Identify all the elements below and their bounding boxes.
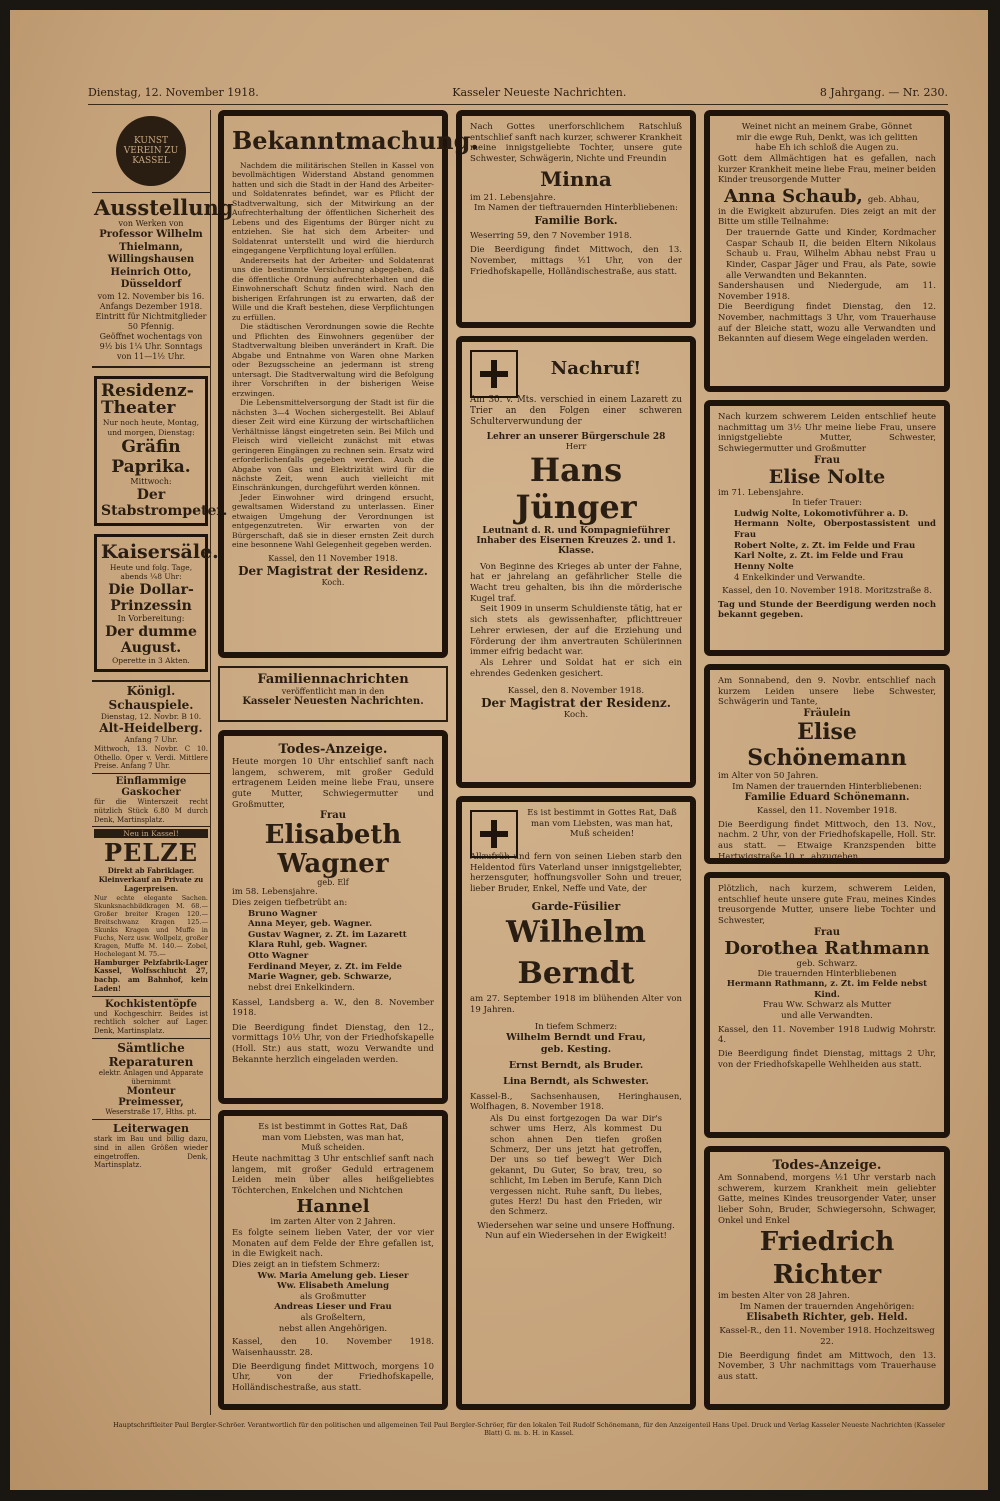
hannel-list-item: Ww. Elisabeth Amelung [276,1281,390,1292]
pelze-body: Nur echte elegante Sachen. Skunksnachbildkragen M. 68.— Großer breiter Kragen 120.— Breitschwanz Kragen 125.— Skunks Kragen und Muffe in Fuchs, Nerz usw. Wollpelz, großer Kragen, Muffe M. 140.— Zobel, Hochelegant M. 75.— [94,893,208,959]
page-header [88,86,948,105]
leiter-body: stark im Bau und billig dazu, sind in allen Größen wieder eingetroffen. Denk, Martinsplatz. [94,1135,208,1170]
minna-funeral: Die Beerdigung findet Mittwoch, den 13. November, mittags ½1 Uhr, von der Friedhofskapelle, Holländischestraße, aus statt. [470,245,682,277]
juenger-award: Inhaber des Eisernen Kreuzes 2. und 1. Klasse. [476,535,676,556]
rathmann-list-item: und alle Verwandten. [781,1011,873,1021]
residenz-wed: Mittwoch: [130,476,172,486]
residenz-play: Gräfin Paprika. [111,436,191,477]
berndt-name: Wilhelm Berndt [506,915,646,991]
residenz-ad [94,376,228,526]
pelze-ad [92,827,210,996]
schaub-notice [704,110,950,392]
schaub-geb: geb. Abhau, [867,194,920,205]
iron-cross-icon [470,810,518,858]
berndt-place: Kassel-B., Sachsenhausen, Heringhausen, Wolfhagen, 8. November 1918. [470,1091,682,1113]
pelze-addr: Hamburger Pelzfabrik-Lager Kassel, Wolfsschlucht 27, bachp. am Bahnhof, kein Laden! [94,957,208,993]
kaisersaele-next: Der dumme August. [105,623,197,656]
wagner-body: Heute morgen 10 Uhr entschlief sanft nach langem, schwerem, mit großer Geduld ertragenem Leiden meine liebe Frau, unsere gute Mutter, Schwiegermutter und Großmutter, [232,757,434,810]
pelze-pre: Neu in Kassel! [94,829,208,838]
hannel-list-item: als Großmutter [300,1291,366,1302]
schauspiele-play1: Alt-Heidelberg. [99,721,203,736]
rathmann-frau: Frau [814,926,840,938]
berndt-list-item: Ernst Berndt, als Bruder. [508,1060,644,1071]
schauspiele-ad [92,680,210,774]
wagner-list-item: Ferdinand Meyer, z. Zt. im Felde [248,961,402,972]
wagner-title: Todes-Anzeige. [278,742,388,757]
bekannt-p3: Die städtischen Verordnungen sowie die Rechte und Pflichten des Einwohners gegenüber der Stadtverwaltung bleiben unverändert in Kraft. Die Abgabe und Entnahme von Waren ohne Marken oder Bezugsscheine an jedermann ist streng untersagt. Die Stadtverwaltung wird die Befolgung ihrer Vorschriften in der bisherigen Weise erzwingen. [232,322,434,398]
residenz-wed-play: Der Stabstrompeter. [101,486,228,519]
richter-age: im besten Alter von 28 Jahren. [718,1291,850,1302]
wagner-place: Kassel, Landsberg a. W., den 8. November 1918. [232,997,434,1019]
hannel-funeral: Die Beerdigung findet Mittwoch, morgens 10 Uhr, von der Friedhofskapelle, Holländischestraße, aus statt. [232,1361,434,1393]
juenger-rank: Leutnant d. R. und Kompagnieführer [482,525,670,536]
nolte-place: Kassel, den 10. November 1918. Moritzstraße 8. [722,586,932,597]
juenger-p1: Von Beginne des Krieges ab unter der Fahne, hat er jahrelang an gefährlicher Stelle die Wacht treu gehalten, bis ihn die mörderische Kugel traf. [470,561,682,604]
schoene-place: Kassel, den 11. November 1918. [756,806,898,817]
richter-family: Elisabeth Richter, geb. Held. [746,1312,908,1324]
rathmann-list-item: Hermann Rathmann, z. Zt. im Felde nebst Kind. [726,979,928,1000]
wagner-geb: geb. Elf [317,878,349,888]
newspaper-page [10,10,988,1490]
berndt-list-item: Lina Berndt, als Schwester. [503,1075,649,1087]
nolte-body: Nach kurzem schwerem Leiden entschlief heute nachmittag um 3½ Uhr meine liebe Frau, unsere innigstgeliebte Mutter, Schwester, Schwiegermutter und Großmutter [718,412,936,454]
iron-cross-icon [470,350,518,398]
ausstellung-names: Professor Wilhelm Thielmann, Willingshausen Heinrich Otto, Düsseldorf [99,229,203,291]
ausstellung-price: Eintritt für Nichtmitglieder 50 Pfennig. [95,311,207,331]
schaub-body: Gott dem Allmächtigen hat es gefallen, nach kurzer Krankheit meine liebe Frau, meiner beiden Kinder treusorgende Mutter [718,153,936,186]
residenz-sub: Nur noch heute, Montag, und morgen, Dienstag: [102,418,200,437]
nolte-list-item: 4 Enkelkinder und Verwandte. [734,572,866,583]
kaisersaele-prep: In Vorbereitung: [117,613,185,623]
minna-body: Nach Gottes unerforschlichem Ratschluß entschlief sanft nach kurzer, schwerer Krankheit meine innigstgeliebte Tochter, unsere gute Schwester, Schwägerin, Nichte und Freundin [470,122,682,164]
minna-age: im 21. Lebensjahre. [470,192,556,203]
wagner-notice [218,730,448,1104]
nolte-name: Elise Nolte [768,465,886,488]
bekannt-date: Kassel, den 11 November 1918. [268,553,398,563]
ausstellung-ad [92,193,234,368]
nolte-list-item: Ludwig Nolte, Lokomotivführer a. D. [734,508,909,519]
kaisersaele-title: Kaisersäle. [101,540,219,563]
kunstverein-ad [92,110,210,193]
familien-title: Familiennachrichten [257,672,409,687]
rathmann-body: Plötzlich, nach kurzem, schwerem Leiden, entschlief heute unsere gute Frau, meines Kindes treusorgende Mutter, unsere liebe Tochter und Schwester, [718,884,936,926]
hannel-list-item: Andreas Lieser und Frau [274,1302,392,1313]
pelze-sub: Direkt ab Fabriklager. Kleinverkauf an Private zu Lagerpreisen. [98,866,204,893]
berndt-list-item: Wilhelm Berndt und Frau, [506,1032,646,1044]
hannel-body: Heute nachmittag 3 Uhr entschlief sanft nach langem, mit großer Geduld ertragenem Leiden mein über alles heißgeliebtes Töchterchen, Enkelchen und Nichtchen [232,1153,434,1196]
kunstverein-emblem-icon: KUNST VEREIN ZU KASSEL [116,116,186,186]
familien-paper: Kasseler Neuesten Nachrichten. [242,696,424,707]
berndt-list-item: geb. Kesting. [540,1044,612,1056]
rathmann-notice [704,872,950,1138]
schaub-body2: in die Ewigkeit abzurufen. Dies zeigt an mit der Bitte um stille Teilnahme: [718,206,936,228]
rathmann-name: Dorothea Rathmann [724,937,930,959]
rep-body: elektr. Anlagen und Apparate übernimmt [98,1068,204,1086]
kaisersaele-note: Operette in 3 Akten. [112,655,190,665]
wagner-list-item: Bruno Wagner [248,908,317,919]
schoenemann-notice [704,664,950,864]
richter-mourn: Im Namen der trauernden Angehörigen: [739,1301,915,1312]
berndt-notice [456,796,696,1410]
wagner-list-item: Anna Meyer, geb. Wagner. [248,919,373,930]
rep-title: Sämtliche Reparaturen [108,1040,194,1069]
juenger-herr: Herr [565,441,587,452]
schoene-name: Elise Schönemann [747,718,907,771]
wagner-mourn: Dies zeigen tiefbetrübt an: [232,897,348,908]
kochkisten-title: Kochkistentöpfe [104,998,198,1010]
minna-notice [456,110,696,328]
bekannt-p1: Nachdem die militärischen Stellen in Kassel von bevollmächtigen Widerstand Abstand genommen hatten und sich die Stadt in der Hand des Arbeiter- und Soldatenrates befindet, war es Pflicht der Stadtverwaltung, sich der Mitwirkung an der Aufrechterhaltung der öffentlichen Sicherheit des Lebens und des Eigentums der Bürger nicht zu entziehen. Sie hat sich dem Arbeiter- und Soldatenrat unterstellt und wird die hierdurch eingegangene Verpflichtung loyal erfüllen. [232,161,434,256]
richter-body: Am Sonnabend, morgens ½1 Uhr verstarb nach schwerem, kurzem Krankheit mein geliebter Gatte, meines Kindes treusorgender Vater, unser lieber Sohn, Bruder, Schwiegersohn, Schwager, Onkel und Enkel [718,1173,936,1226]
schauspiele-line2: Mittwoch, 13. Novbr. C 10. Othello. Oper v. Verdi. Mittlere Preise. Anfang 7 Uhr. [94,744,208,771]
rathmann-mourn: Die trauernden Hinterbliebenen [757,968,897,979]
gaskocher-body: für die Winterszeit recht nützlich Stück 6.80 M durch Denk, Martinsplatz. [94,798,208,824]
schoene-family: Familie Eduard Schönemann. [744,792,910,804]
gaskocher-title: Einflammige Gaskocher [115,776,187,799]
schaub-poem: Weinet nicht an meinem Grabe, Gönnet mir die ewge Ruh, Denkt, was ich gelitten habe Eh ich schloß die Augen zu. [736,122,918,154]
left-column [92,110,234,1415]
ausstellung-title: Ausstellung [94,195,234,220]
berndt-age: am 27. September 1918 im blühenden Alter von 19 Jahren. [470,994,682,1015]
wagner-list-item: Gustav Wagner, z. Zt. im Lazarett [248,929,407,940]
ausstellung-hours: Geöffnet wochentags von 9½ bis 1¼ Uhr. Sonntags von 11—1½ Uhr. [99,331,203,361]
wagner-age: im 58. Lebensjahre. [232,887,318,898]
kaisersaele-sub: Heute und folg. Tage, abends ¼8 Uhr: [109,562,193,582]
schoene-frau: Fräulein [803,707,851,719]
bekannt-sign2: Koch. [321,577,345,587]
nolte-notice [704,400,950,656]
berndt-poem: Es ist bestimmt in Gottes Rat, Daß man vom Liebsten, was man hat, Muß scheiden! [527,808,677,840]
schaub-list: Der trauernde Gatte und Kinder, Kordmacher Caspar Schaub II, die beiden Eltern Nikolaus Schaub u. Frau, Wilhelm Abhau nebst Frau u Kinder, Caspar Jäger und Frau, als Pate, sowie alle Verwandten und Bekannten. [726,228,936,281]
schoene-funeral: Die Beerdigung findet Mittwoch, den 13. Nov., nachm. 2 Uhr, von der Friedhofskapelle, Holl. Str. aus statt. — Etwaige Kranzspenden bitte Hartwigstraße 10, r., abzugeben. [718,819,936,862]
juenger-name: Hans Jünger [515,450,637,526]
juenger-role: Lehrer an unserer Bürgerschule 28 [486,431,666,442]
rathmann-list-item: Frau Ww. Schwarz als Mutter [762,1000,892,1011]
hannel-mourn: Dies zeigt an in tiefstem Schmerz: [232,1259,380,1270]
nolte-list-item: Henny Nolte [734,561,794,572]
rathmann-place: Kassel, den 11. November 1918 Ludwig Mohrstr. 4. [718,1024,936,1046]
juenger-sign2: Koch. [563,710,589,721]
hannel-name: Hannel [296,1196,370,1218]
wagner-frau: Frau [320,810,346,822]
header-paper: Kasseler Neueste Nachrichten. [452,86,627,99]
nolte-list-item: Robert Nolte, z. Zt. im Felde und Frau [734,540,916,551]
hannel-age: im zarten Alter von 2 Jahren. [270,1217,396,1228]
schoene-body: Am Sonnabend, den 9. Novbr. entschlief nach kurzem Leiden unsere liebe Schwester, Schwägerin und Tante, [718,676,936,708]
leiter-title: Leiterwagen [112,1122,190,1136]
hannel-list-item: Ww. Maria Amelung geb. Lieser [257,1270,409,1281]
richter-funeral: Die Beerdigung findet am Mittwoch, den 13. November, 3 Uhr nachmittags vom Trauerhause aus statt. [718,1350,936,1382]
juenger-notice [456,336,696,788]
juenger-p3: Als Lehrer und Soldat hat er sich ein ehrendes Gedenken gesichert. [470,658,682,679]
bekannt-p4: Die Lebensmittelversorgung der Stadt ist für die nächsten 3—4 Wochen sichergestellt. Bei Ablauf dieser Zeit wird eine Kürzung der wirtschaftlichen Verhältnisse längst eingetreten sein. Bei Milch und Fleisch wird vielleicht zunächst mit etwas geringeren Eingängen zu rechnen sein. Ersatz wird erforderlichenfalls gegeben werden. Auch die Abgabe von Gas und Elektrizität wird für die nächste Zeit, wenn auch vielleicht mit Einschränkungen, durchgeführt werden können. [232,398,434,493]
schauspiele-line1: Dienstag, 12. Novbr. B 10. [100,712,202,722]
wagner-funeral: Die Beerdigung findet Dienstag, den 12., vormittags 10½ Uhr, von der Friedhofskapelle (Holl. Str.) aus statt, wozu Verwandte und Bekannte herzlich eingeladen werden. [232,1022,434,1065]
bekannt-sign: Der Magistrat der Residenz. [238,563,428,578]
schoene-mourn: Im Namen der trauernden Hinterbliebenen: [732,781,922,792]
pelze-title: PELZE [103,838,199,868]
hannel-place: Kassel, den 10. November 1918. Waisenhausstr. 28. [232,1337,434,1358]
bekannt-p5: Jeder Einwohner wird dringend ersucht, gewaltsamen Widerstand zu unterlassen. Einer etwaigen Umgehung der Verordnungen ist entgegenzutreten. Wir erwarten von der Bürgerschaft, daß sie in dieser ernsten Zeit durch eine besonnene Wahl Gelegenheit gegeben werden. [232,492,434,550]
berndt-mourn: In tiefem Schmerz: [534,1021,618,1032]
schaub-place: Sandershausen und Niedergude, am 11. November 1918. [718,281,936,302]
residenz-title: Residenz-Theater [101,380,194,419]
gaskocher-ad [92,774,210,827]
reparaturen-ad [92,1039,210,1120]
schoene-age: im Alter von 50 Jahren. [718,770,819,781]
wagner-list-item: Marie Wagner, geb. Schwarze, [248,972,392,983]
hannel-body2: Es folgte seinem lieben Vater, der vor vier Monaten auf dem Felde der Ehre gefallen ist, in die Ewigkeit nach. [232,1228,434,1260]
rathmann-geb: geb. Schwarz. [796,958,858,969]
richter-notice [704,1146,950,1410]
ausstellung-intro: von Werken von [118,219,184,229]
schauspiele-title: Königl. Schauspiele. [108,684,194,713]
berndt-poem2: Als Du einst fortgezogen Da war Dir's schwer ums Herz, Als kommest Du schon ahnen Den tiefen großen Schmerz, Der uns jetzt hat getroffen, Der uns so tief beweg't Wer Dich gekannt, Du Guter, So brav, treu, so schlicht, Im Leben im Berufe, Kann Dich vergessen nicht. Ruhe sanft, Du liebes, gutes Herz! Du hast den Frieden, wir den Schmerz. [490,1113,662,1217]
bekanntmachung-title: Bekanntmachung. [232,126,479,155]
minna-mourn: Im Namen der tieftrauernden Hinterbliebenen: [473,203,678,214]
nolte-list-item: Hermann Nolte, Oberpostassistent und Frau [734,519,936,540]
wagner-list-item: nebst drei Enkelkindern. [248,982,356,993]
schaub-name: Anna Schaub, [724,185,863,207]
richter-title: Todes-Anzeige. [772,1158,882,1173]
schauspiele-time1: Anfang 7 Uhr. [124,735,178,745]
nolte-funeral: Tag und Stunde der Beerdigung werden noch bekannt gegeben. [718,599,936,621]
berndt-footer: Wiedersehen war seine und unsere Hoffnung. Nun auf ein Wiedersehen in der Ewigkeit! [477,1220,675,1242]
nolte-mourn: In tiefer Trauer: [792,498,862,509]
nolte-age: im 71. Lebensjahre. [718,487,804,498]
rathmann-funeral: Die Beerdigung findet Dienstag, mittags 2 Uhr, von der Friedhofskapelle Wehlheiden aus statt. [718,1048,936,1070]
kochkisten-ad [92,997,210,1039]
juenger-sign: Der Magistrat der Residenz. [481,696,671,711]
berndt-body: Allzufrüh und fern von seinen Lieben starb den Heldentod fürs Vaterland unser innigstgeliebter, herzensguter, hoffnungsvoller Sohn und treuer, lieber Bruder, Enkel, Neffe und Vate, der [470,851,682,894]
header-issue: 8 Jahrgang. — Nr. 230. [819,86,948,99]
kaisersaele-play: Die Dollar-Prinzessin [108,581,194,614]
richter-place: Kassel-R., den 11. November 1918. Hochzeitsweg 22. [719,1326,935,1347]
juenger-date: Kassel, den 8. November 1918. [507,685,645,696]
ausstellung-dates: vom 12. November bis 16. Anfangs Dezember 1918. [97,291,205,311]
header-date: Dienstag, 12. November 1918. [88,86,259,99]
leiterwagen-ad [92,1120,210,1172]
familien-sub: veröffentlicht man in den [281,687,385,696]
imprint-footer: Hauptschriftleiter Paul Bergler-Schröer. Verantwortlich für den politischen und allgemeinen Teil Paul Bergler-Schröer, für den lokalen Teil Rudolf Schönemann, für den Anzeigenteil Hans Upel. Druck und Verlag Kasseler Neueste Nachrichten (Kasseler Blatt) G. m. b. H. in Kassel. [113,1421,945,1437]
nolte-list-item: Karl Nolte, z. Zt. im Felde und Frau [734,551,904,562]
hannel-list-item: als Großeltern, [300,1313,366,1323]
wagner-list-item: Otto Wagner [248,951,309,962]
rep-name: Monteur Preimesser, [118,1086,184,1109]
hannel-list-item: nebst allen Angehörigen. [278,1323,388,1334]
rep-addr: Weserstraße 17, Hths. pt. [105,1108,197,1117]
wagner-name: Elisabeth Wagner [264,820,402,879]
wagner-list-item: Klara Ruhl, geb. Wagner. [248,940,368,951]
schaub-funeral: Die Beerdigung findet Dienstag, den 12. November, nachmittags 3 Uhr, vom Trauerhause auf der Bleiche statt, wozu alle Verwandten und Bekannten auf diesem Wege eingeladen werden. [718,302,936,345]
minna-place: Weserring 59, den 7 November 1918. [470,230,632,241]
minna-family: Familie Bork. [534,213,618,227]
richter-name: Friedrich Richter [759,1227,895,1290]
kochkisten-body: und Kochgeschirr. Beides ist rechtlich solcher auf Lager. Denk, Martinsplatz. [94,1009,208,1036]
nolte-frau: Frau [814,454,840,466]
familien-ad [218,666,448,722]
minna-name: Minna [540,166,612,191]
bekannt-p2: Andererseits hat der Arbeiter- und Soldatenrat uns die bestimmte Versicherung abgegeben, daß die öffentliche Ordnung aufrechterhalten und die Einwohnerschaft Schutz finden wird. Nach den bisherigen Erfahrungen ist zu erwarten, daß der Wille und die Kraft bestehen, diese Verpflichtungen zu erfüllen. [232,255,434,322]
hannel-poem: Es ist bestimmt in Gottes Rat, Daß man vom Liebsten, was man hat, Muß scheiden. [258,1122,408,1154]
kaisersaele-ad [94,534,219,672]
juenger-body: Am 30. v. Mts. verschied in einem Lazarett zu Trier an den Folgen einer schweren Schulterverwundung der [470,395,682,427]
berndt-rank: Garde-Füsilier [531,900,621,914]
juenger-title: Nachruf! [550,358,642,379]
juenger-p2: Seit 1909 in unserm Schuldienste tätig, hat er sich stets als gewissenhafter, pflichttreuer Lehrer erwiesen, der auf die Erziehung und Förderung der ihm anvertrauten Schülerinnen immer eifrig bedacht war. [470,604,682,658]
hannel-notice [218,1110,448,1410]
bekanntmachung-notice [218,110,479,658]
